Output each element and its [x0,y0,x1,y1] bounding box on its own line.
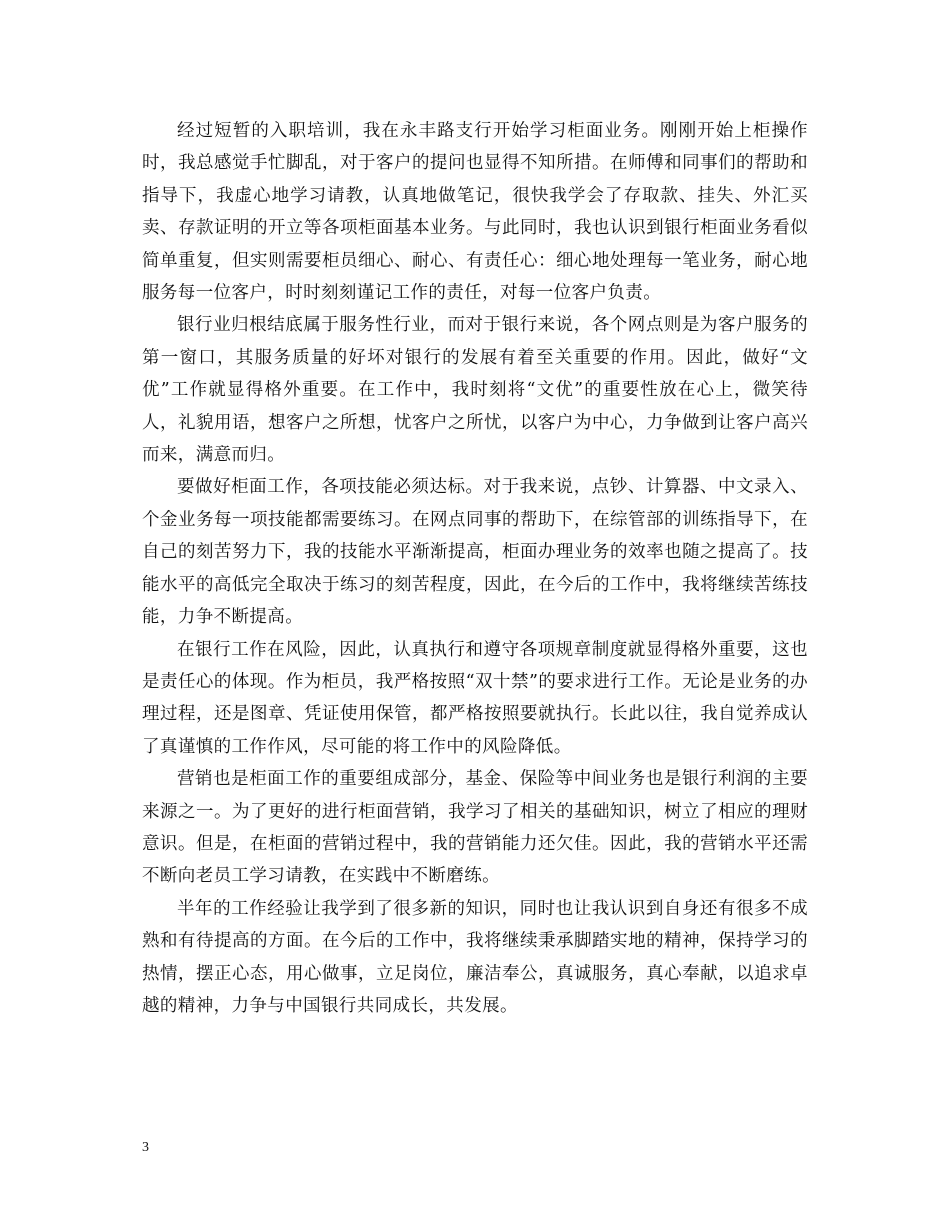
paragraph-3: 要做好柜面工作，各项技能必须达标。对于我来说，点钞、计算器、中文录入、个金业务每一项技能都需要练习。在网点同事的帮助下，在综管部的训练指导下，在自己的刻苦努力下，我的技能水平渐渐提高，柜面办理业务的效率也随之提高了。技能水平的高低完全取决于练习的刻苦程度，因此，在今后的工作中，我将继续苦练技能，力争不断提高。 [142,477,808,628]
page-number: 3 [142,1140,149,1155]
paragraph-6: 半年的工作经验让我学到了很多新的知识，同时也让我认识到自身还有很多不成熟和有待提高的方面。在今后的工作中，我将继续秉承脚踏实地的精神，保持学习的热情，摆正心态，用心做事，立足岗位，廉洁奉公，真诚服务，真心奉献，以追求卓越的精神，力争与中国银行共同成长，共发展。 [142,898,808,1016]
paragraph-5: 营销也是柜面工作的重要组成部分，基金、保险等中间业务也是银行利润的主要来源之一。为了更好的进行柜面营销，我学习了相关的基础知识，树立了相应的理财意识。但是，在柜面的营销过程中，我的营销能力还欠佳。因此，我的营销水平还需不断向老员工学习请教，在实践中不断磨练。 [142,769,808,887]
paragraph-2: 银行业归根结底属于服务性行业，而对于银行来说，各个网点则是为客户服务的第一窗口，其服务质量的好坏对银行的发展有着至关重要的作用。因此，做好“文优”工作就显得格外重要。在工作中，我时刻将“文优”的重要性放在心上，微笑待人，礼貌用语，想客户之所想，忧客户之所忧，以客户为中心，力争做到让客户高兴而来，满意而归。 [142,315,808,466]
paragraph-1: 经过短暂的入职培训，我在永丰路支行开始学习柜面业务。刚刚开始上柜操作时，我总感觉手忙脚乱，对于客户的提问也显得不知所措。在师傅和同事们的帮助和指导下，我虚心地学习请教，认真地做笔记，很快我学会了存取款、挂失、外汇买卖、存款证明的开立等各项柜面基本业务。与此同时，我也认识到银行柜面业务看似简单重复，但实则需要柜员细心、耐心、有责任心：细心地处理每一笔业务，耐心地服务每一位客户，时时刻刻谨记工作的责任，对每一位客户负责。 [142,121,808,304]
paragraph-4: 在银行工作在风险，因此，认真执行和遵守各项规章制度就显得格外重要，这也是责任心的体现。作为柜员，我严格按照“双十禁”的要求进行工作。无论是业务的办理过程，还是图章、凭证使用保管，都严格按照要就执行。长此以往，我自觉养成认了真谨慎的工作作风，尽可能的将工作中的风险降低。 [142,639,808,757]
document-body [142,115,808,1022]
